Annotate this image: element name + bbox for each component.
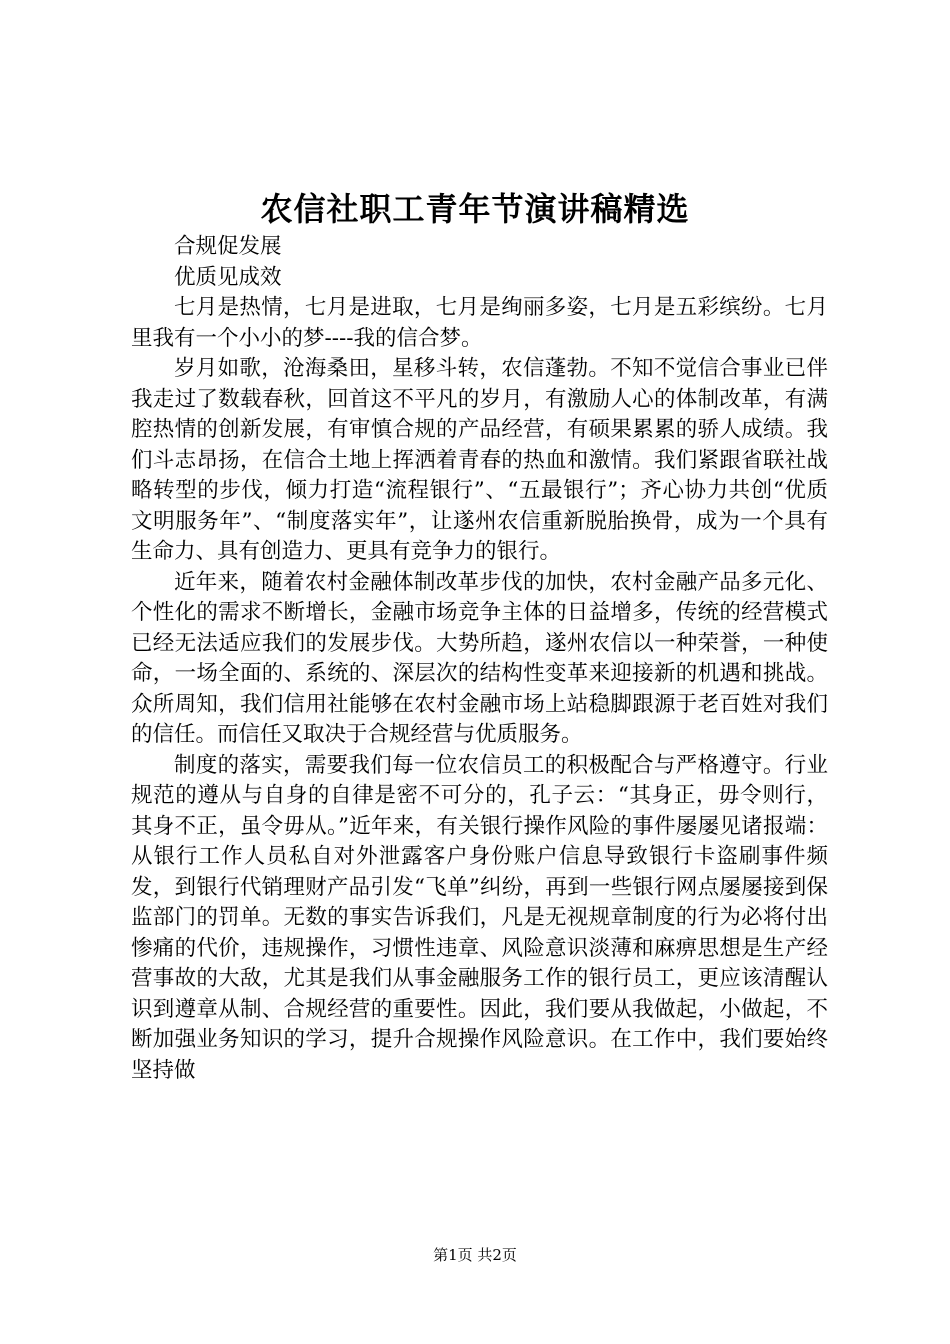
body-paragraph: 制度的落实，需要我们每一位农信员工的积极配合与严格遵守。行业规范的遵从与自身的自律是密不可分的，孔子云：“其身正，毋令则行，其身不正，虽令毋从。”近年来，有关银行操作风险的事件屡屡见诸报端：从银行工作人员私自对外泄露客户身份账户信息导致银行卡盗刷事件频发，到银行代销理财产品引发“飞单”纠纷，再到一些银行网点屡屡接到保监部门的罚单。无数的事实告诉我们，凡是无视规章制度的行为必将付出惨痛的代价，违规操作，习惯性违章、风险意识淡薄和麻痹思想是生产经营事故的大敌，尤其是我们从事金融服务工作的银行员工，更应该清醒认识到遵章从制、合规经营的重要性。因此，我们要从我做起，小做起，不断加强业务知识的学习，提升合规操作风险意识。在工作中，我们要始终坚持做 <box>131 752 828 1083</box>
body-paragraph: 近年来，随着农村金融体制改革步伐的加快，农村金融产品多元化、个性化的需求不断增长，金融市场竞争主体的日益增多，传统的经营模式已经无法适应我们的发展步伐。大势所趋，遂州农信以一种荣誉，一种使命，一场全面的、系统的、深层次的结构性变革来迎接新的机遇和挑战。众所周知，我们信用社能够在农村金融市场上站稳脚跟源于老百姓对我们的信任。而信任又取决于合规经营与优质服务。 <box>131 569 828 747</box>
body-paragraph: 岁月如歌，沧海桑田，星移斗转，农信蓬勃。不知不觉信合事业已伴我走过了数载春秋，回首这不平凡的岁月，有激励人心的体制改革，有满腔热情的创新发展，有审慎合规的产品经营，有硕果累累的骄人成绩。我们斗志昂扬，在信合土地上挥洒着青春的热血和激情。我们紧跟省联社战略转型的步伐，倾力打造“流程银行”、“五最银行”；齐心协力共创“优质文明服务年”、“制度落实年”，让遂州农信重新脱胎换骨，成为一个具有生命力、具有创造力、更具有竞争力的银行。 <box>131 356 828 564</box>
subtitle-line-1: 合规促发展 <box>174 234 282 259</box>
document-body <box>131 232 828 1086</box>
page-number-footer: 第1页 共2页 <box>433 1246 517 1264</box>
subtitle-line-2: 优质见成效 <box>174 264 282 290</box>
body-paragraph: 七月是热情，七月是进取，七月是绚丽多姿，七月是五彩缤纷。七月里我有一个小小的梦----我的信合梦。 <box>131 295 828 351</box>
document-title: 农信社职工青年节演讲稿精选 <box>260 190 690 228</box>
